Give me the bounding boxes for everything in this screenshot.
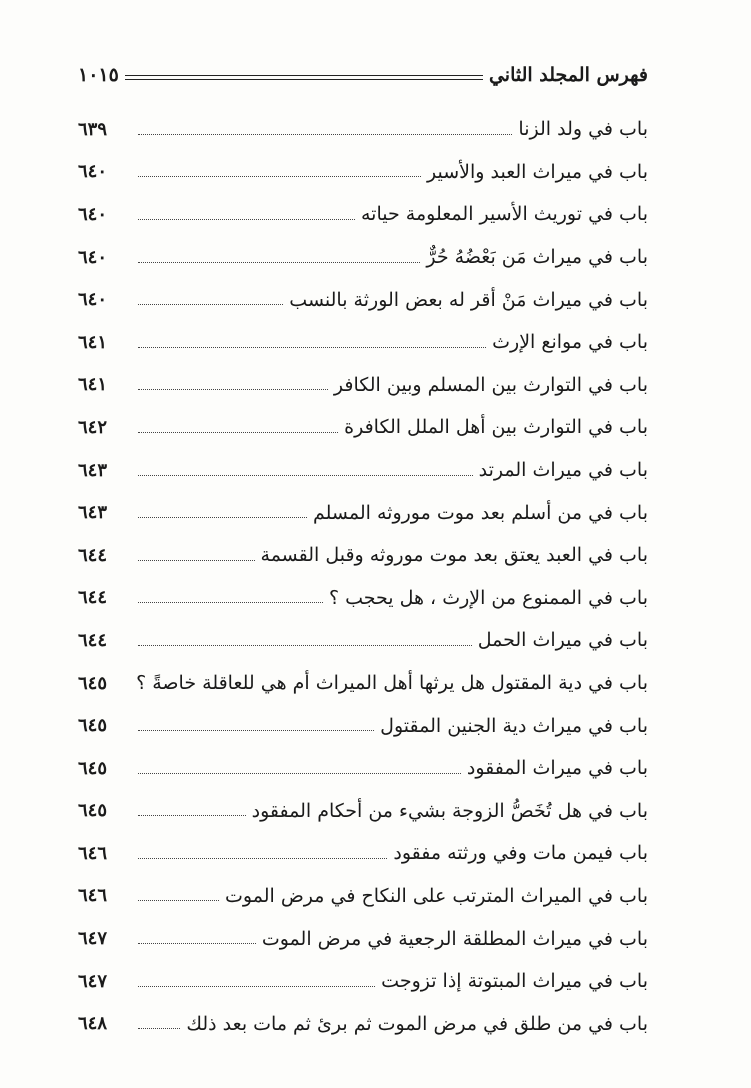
toc-entry xyxy=(78,321,648,364)
toc-entry-page: ٦٤١ xyxy=(78,331,108,353)
toc-entry-title: باب في ميراث مَنْ أقر له بعض الورثة بالنسب xyxy=(289,288,648,311)
toc-entry xyxy=(78,364,648,407)
toc-entry-page: ٦٤٠ xyxy=(78,289,108,311)
toc-entry-page: ٦٤٧ xyxy=(78,970,108,992)
toc-entry-title: باب في الممنوع من الإرث ، هل يحجب ؟ xyxy=(328,586,648,609)
dot-leader xyxy=(138,943,256,944)
toc-entry-title: باب في ميراث دية الجنين المقتول xyxy=(380,714,648,737)
page-header xyxy=(78,58,648,92)
toc-entry-page: ٦٤٥ xyxy=(78,715,108,737)
dot-leader xyxy=(138,347,486,348)
toc-entry-page: ٦٤٥ xyxy=(78,672,108,694)
toc-entry-page: ٦٤٢ xyxy=(78,416,108,438)
toc-entry-title: باب في التوارث بين أهل الملل الكافرة xyxy=(344,416,648,439)
toc-entry xyxy=(78,704,648,747)
dot-leader xyxy=(138,304,283,305)
toc-entry xyxy=(78,577,648,620)
toc-entry xyxy=(78,747,648,790)
dot-leader xyxy=(138,262,420,263)
dot-leader xyxy=(138,219,355,220)
toc-entry-title: باب في التوارث بين المسلم وبين الكافر xyxy=(333,373,648,396)
toc-entry-title: باب في العبد يعتق بعد موت موروثه وقبل القسمة xyxy=(260,544,648,567)
toc-entry-page: ٦٤٠ xyxy=(78,246,108,268)
dot-leader xyxy=(138,645,472,646)
toc-entry-title: باب في من أسلم بعد موت موروثه المسلم xyxy=(313,501,648,524)
dot-leader xyxy=(138,900,219,901)
toc-entry-title: باب في دية المقتول هل يرثها أهل الميراث أم هي للعاقلة خاصةً ؟ xyxy=(136,672,648,695)
toc-entry-page: ٦٤٠ xyxy=(78,203,108,225)
toc-entry xyxy=(78,1002,648,1045)
toc-entry xyxy=(78,790,648,833)
toc-entry-title: باب في ميراث المفقود xyxy=(466,757,648,780)
dot-leader xyxy=(138,730,374,731)
toc-entry-title: باب في توريث الأسير المعلومة حياته xyxy=(361,203,648,226)
toc-entry-page: ٦٤٥ xyxy=(78,800,108,822)
toc-entry-title: باب في ميراث العبد والأسير xyxy=(427,160,648,183)
toc-entry-page: ٦٤٦ xyxy=(78,842,108,864)
toc-entry xyxy=(78,917,648,960)
toc-entry xyxy=(78,491,648,534)
toc-entry-page: ٦٤١ xyxy=(78,374,108,396)
toc-entry xyxy=(78,960,648,1003)
toc-entry-title: باب في ميراث المبتوتة إذا تزوجت xyxy=(381,970,648,993)
dot-leader xyxy=(138,1028,180,1029)
toc-entry-title: باب في ميراث الحمل xyxy=(477,629,648,652)
dot-leader xyxy=(138,602,323,603)
toc-entry xyxy=(78,406,648,449)
toc-entry xyxy=(78,832,648,875)
dot-leader xyxy=(138,560,255,561)
toc-entry-title: باب في ميراث المرتد xyxy=(478,459,648,482)
toc-entry-title: باب في ميراث المطلقة الرجعية في مرض الموت xyxy=(261,927,648,950)
toc-entry-title: باب في من طلق في مرض الموت ثم برئ ثم مات بعد ذلك xyxy=(186,1012,648,1035)
toc-entry-page: ٦٤٠ xyxy=(78,161,108,183)
dot-leader xyxy=(138,773,461,774)
toc-entry xyxy=(78,449,648,492)
toc-entry xyxy=(78,108,648,151)
toc-entry xyxy=(78,619,648,662)
dot-leader xyxy=(138,475,473,476)
toc-entry xyxy=(78,662,648,705)
header-page-number: ١٠١٥ xyxy=(78,64,119,86)
dot-leader xyxy=(138,517,307,518)
toc-entry-page: ٦٤٦ xyxy=(78,885,108,907)
toc-entry-page: ٦٤٣ xyxy=(78,502,108,524)
dot-leader xyxy=(138,986,375,987)
toc-entry-page: ٦٤٤ xyxy=(78,587,108,609)
toc-entry-title: باب في هل تُخَصُّ الزوجة بشيء من أحكام المفقود xyxy=(251,799,648,822)
toc-entry xyxy=(78,236,648,279)
toc-entry-page: ٦٤٣ xyxy=(78,459,108,481)
header-double-rule xyxy=(125,75,483,80)
toc-entry xyxy=(78,193,648,236)
toc-entry-page: ٦٤٤ xyxy=(78,544,108,566)
dot-leader xyxy=(138,134,512,135)
toc-entry-page: ٦٤٤ xyxy=(78,629,108,651)
toc-entry-title: باب في ولد الزنا xyxy=(518,118,648,141)
dot-leader xyxy=(138,389,328,390)
toc-entry-page: ٦٤٧ xyxy=(78,928,108,950)
toc-entry-title: باب فيمن مات وفي ورثته مفقود xyxy=(393,842,648,865)
toc-entry-page: ٦٣٩ xyxy=(78,118,108,140)
header-title: فهرس المجلد الثاني xyxy=(488,64,648,86)
toc-entry xyxy=(78,534,648,577)
toc-entry-page: ٦٤٨ xyxy=(78,1013,108,1035)
toc-entry xyxy=(78,151,648,194)
dot-leader xyxy=(138,176,421,177)
toc-entry xyxy=(78,278,648,321)
dot-leader xyxy=(138,432,338,433)
toc-entry-title: باب في الميراث المترتب على النكاح في مرض الموت xyxy=(225,884,648,907)
table-of-contents xyxy=(78,108,648,1045)
toc-entry-page: ٦٤٥ xyxy=(78,757,108,779)
dot-leader xyxy=(138,815,246,816)
toc-entry xyxy=(78,875,648,918)
toc-entry-title: باب في ميراث مَن بَعْضُهُ حُرٌّ xyxy=(426,246,648,269)
dot-leader xyxy=(138,858,387,859)
toc-entry-title: باب في موانع الإرث xyxy=(492,331,648,354)
